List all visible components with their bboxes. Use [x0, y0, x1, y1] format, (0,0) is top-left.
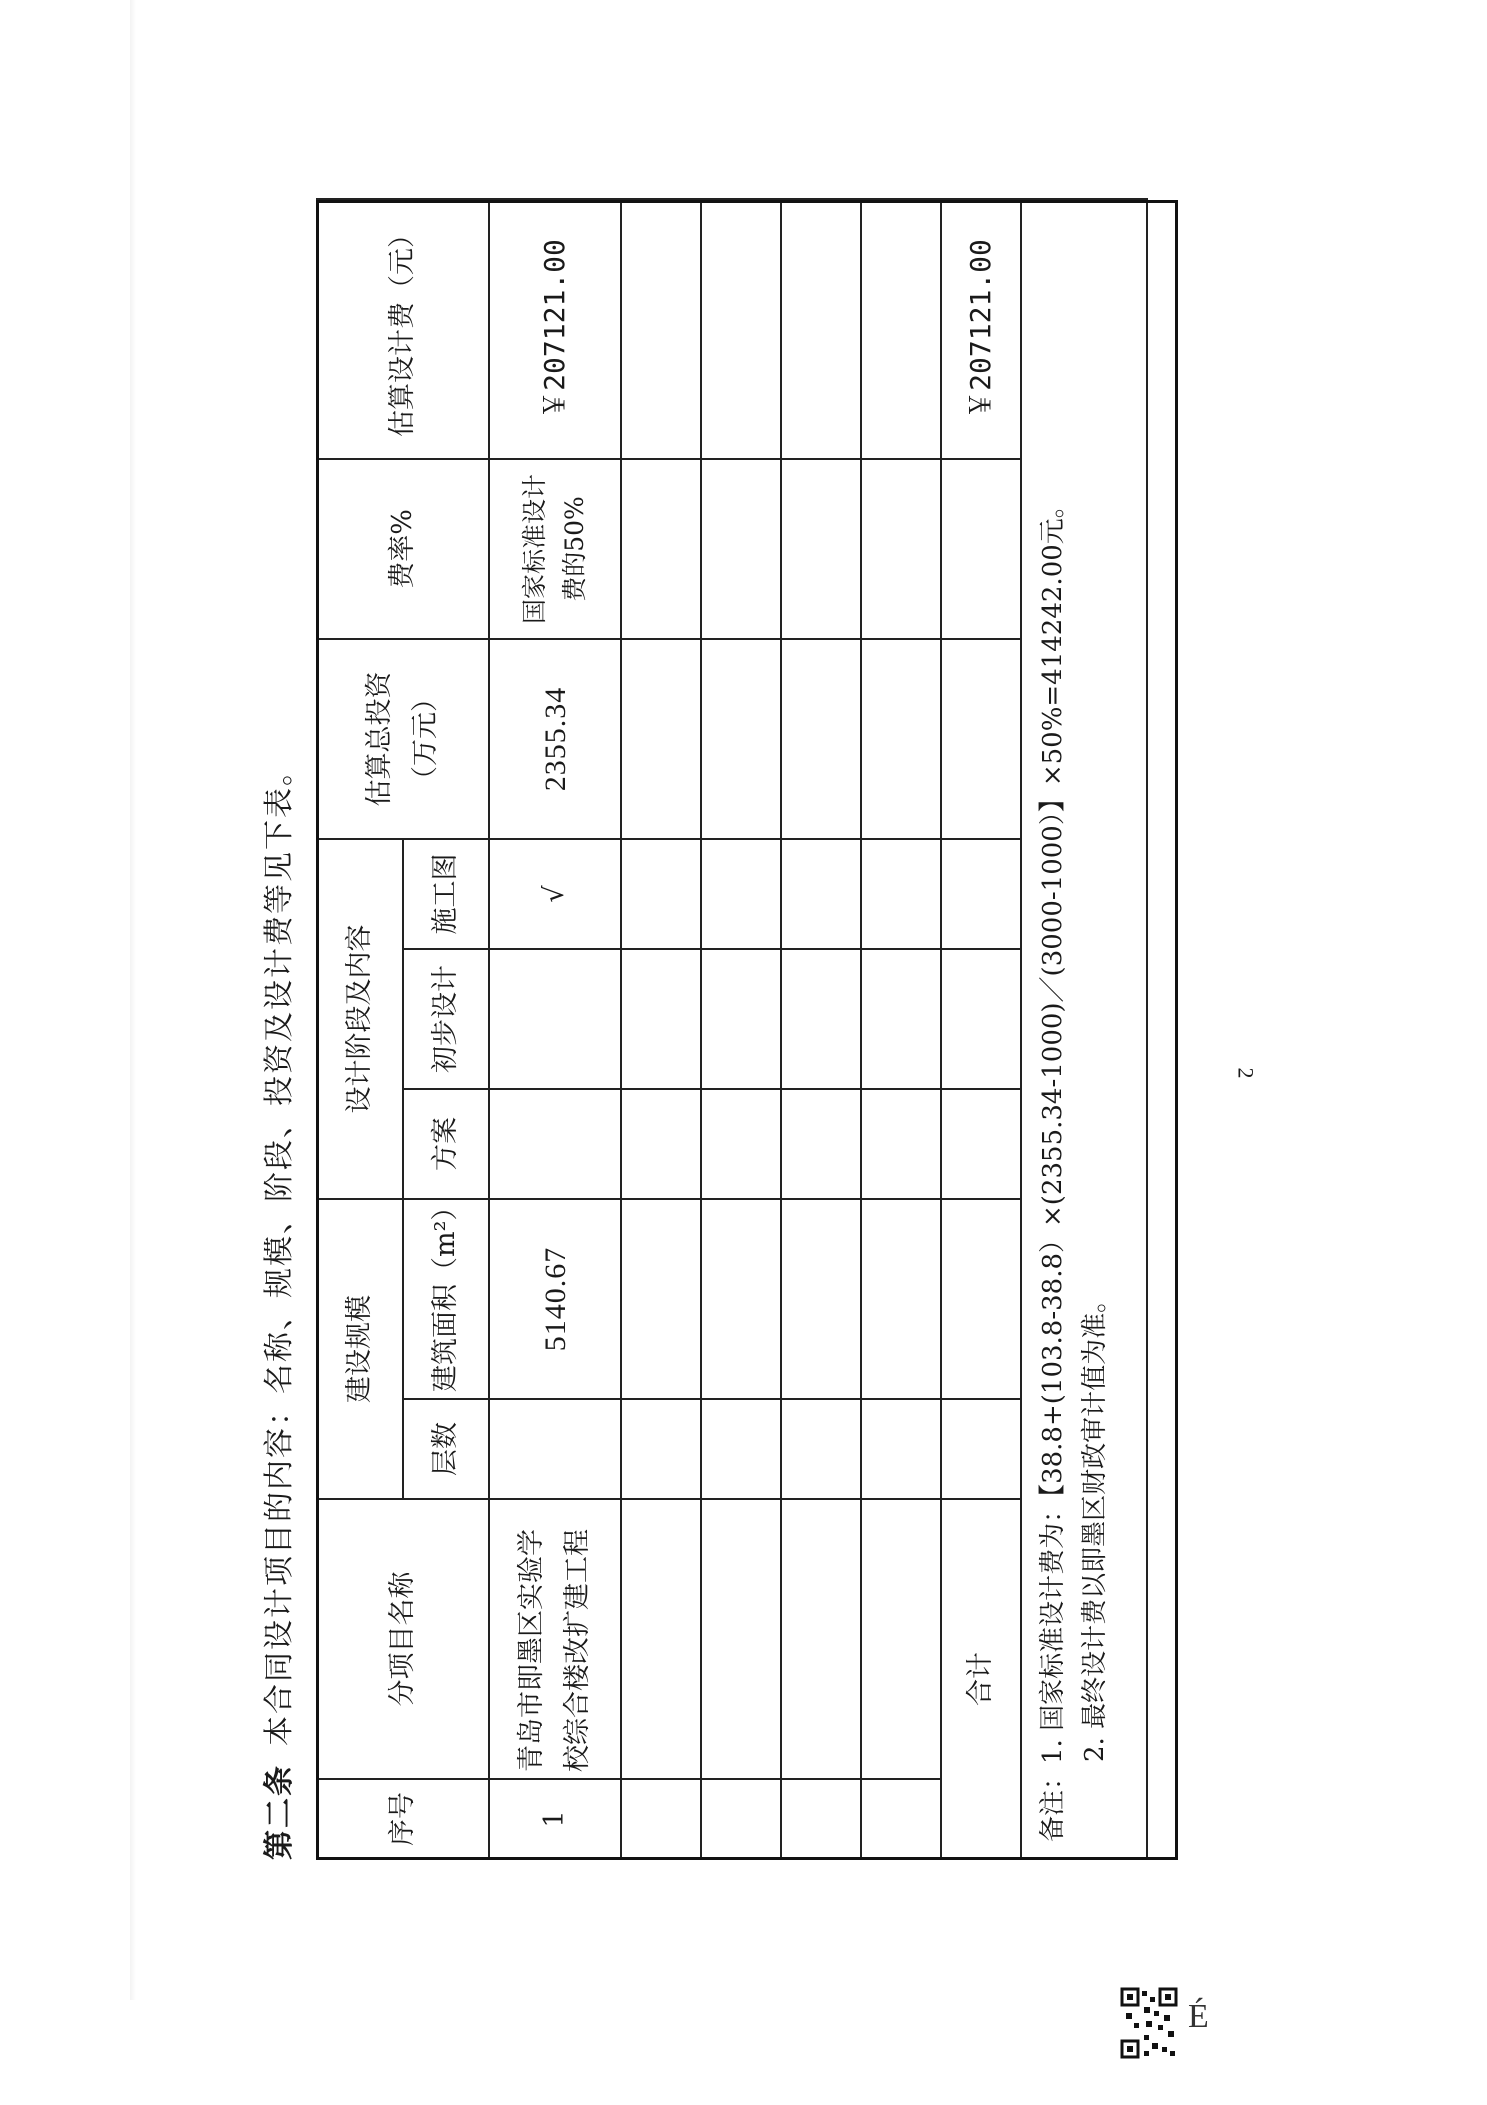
cell-scheme — [489, 1089, 621, 1199]
notes-cell — [1021, 199, 1147, 1859]
cell-seq: 1 — [489, 1779, 621, 1859]
header-seq: 序号 — [317, 1779, 489, 1859]
table-row — [621, 199, 701, 1859]
cell-floors — [489, 1399, 621, 1499]
header-stage-group: 设计阶段及内容 — [317, 839, 403, 1199]
cell-fee: ￥207121.00 — [489, 199, 621, 459]
header-prelim: 初步设计 — [403, 949, 489, 1089]
header-construction: 施工图 — [403, 839, 489, 949]
total-fee: ￥207121.00 — [941, 199, 1021, 459]
cell-prelim — [489, 949, 621, 1089]
corner-mark: É — [1188, 1998, 1209, 2035]
cell-area: 5140.67 — [489, 1199, 621, 1399]
article-number: 第二条 — [262, 1764, 297, 1860]
qr-code-icon — [1120, 1985, 1178, 2061]
article-heading — [250, 200, 310, 1860]
table-row — [861, 199, 941, 1859]
header-investment: 估算总投资（万元） — [317, 639, 489, 839]
header-scale-group: 建设规模 — [317, 1199, 403, 1499]
total-label: 合计 — [941, 1499, 1021, 1859]
note-1: 1. 国家标准设计费为：【38.8+(103.8-38.8）×(2355.34-1000)／(3000-1000）】×50%=414242.00元。 — [1038, 492, 1068, 1764]
rotated-page-content — [250, 180, 1350, 1860]
cell-rate: 国家标准设计费的50% — [489, 459, 621, 639]
cell-construction: √ — [489, 839, 621, 949]
cell-name: 青岛市即墨区实验学校综合楼改扩建工程 — [489, 1499, 621, 1779]
design-fee-table — [316, 198, 1148, 1860]
header-name: 分项目名称 — [317, 1499, 489, 1779]
cell-investment: 2355.34 — [489, 639, 621, 839]
notes-row — [1021, 199, 1147, 1859]
table-row — [489, 199, 621, 1859]
total-row — [941, 199, 1021, 1859]
header-rate: 费率% — [317, 459, 489, 639]
notes-label: 备注： — [1038, 1763, 1068, 1842]
table-row — [781, 199, 861, 1859]
page-number: 2 — [1233, 1067, 1259, 1079]
article-text: 本合同设计项目的内容：名称、规模、阶段、投资及设计费等见下表。 — [262, 754, 297, 1746]
table-row — [701, 199, 781, 1859]
header-floors: 层数 — [403, 1399, 489, 1499]
note-2: 2. 最终设计费以即墨区财政审计值为准。 — [1080, 1286, 1110, 1762]
header-area: 建筑面积（m²） — [403, 1199, 489, 1399]
header-fee: 估算设计费（元） — [317, 199, 489, 459]
header-scheme: 方案 — [403, 1089, 489, 1199]
scan-edge — [130, 0, 136, 2000]
